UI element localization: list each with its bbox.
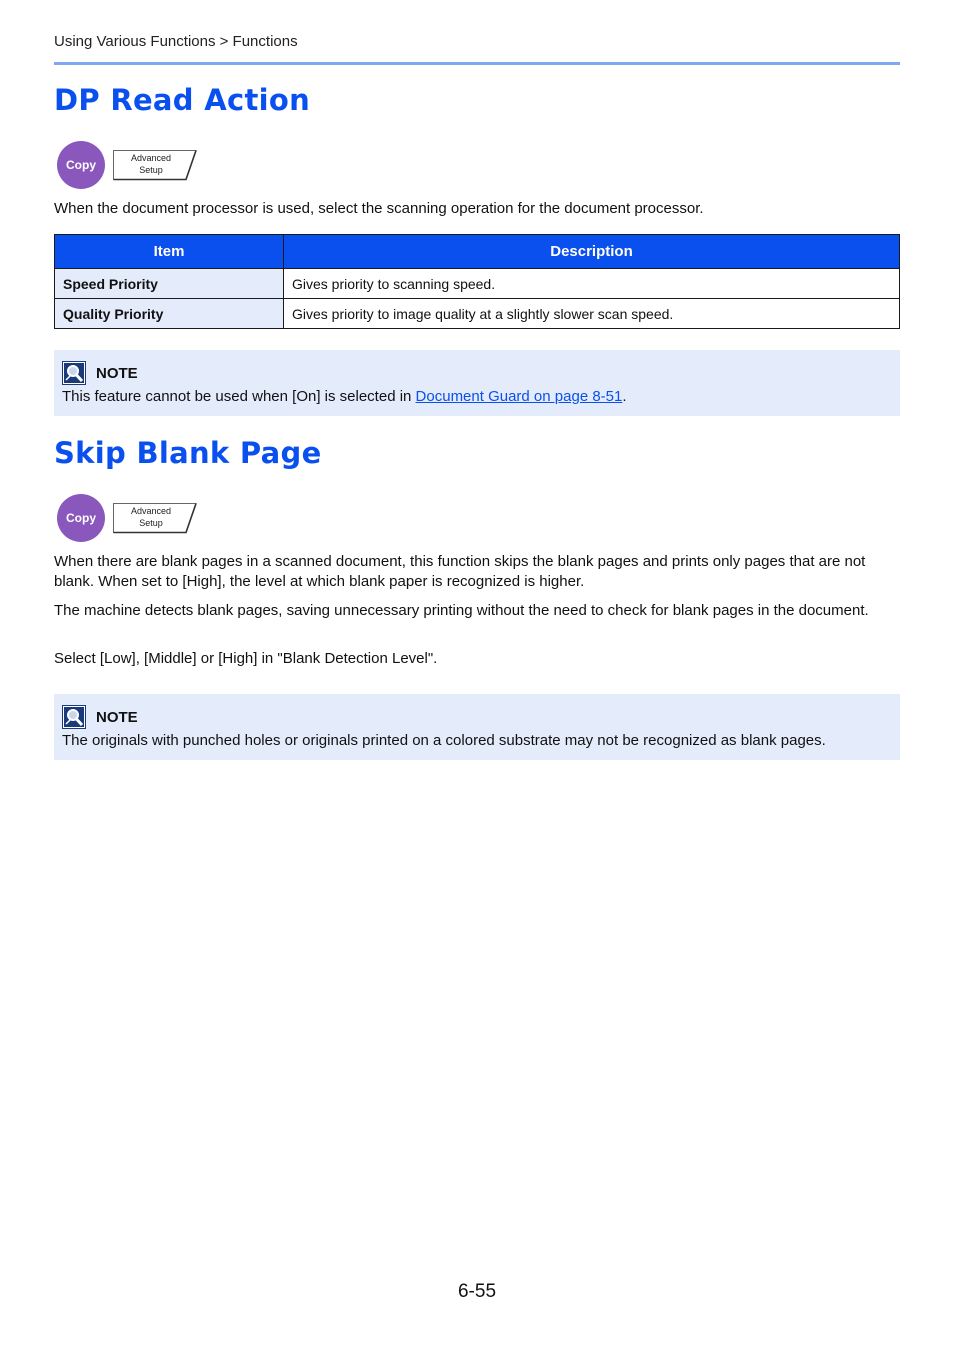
skip-blank-paragraph-2: The machine detects blank pages, saving unnecessary printing without the need to check for blank pages in the document. <box>54 602 869 619</box>
document-guard-link[interactable]: Document Guard on page 8-51 <box>415 388 623 405</box>
page-number: 6-55 <box>457 1281 497 1302</box>
note-text <box>62 388 627 405</box>
skip-blank-paragraph-1: When there are blank pages in a scanned document, this function skips the blank pages and prints only pages that are not blank. When set to [High], the level at which blank paper is recognized is higher. <box>54 553 866 590</box>
table-row <box>55 269 900 299</box>
section-title-skip-blank-page: Skip Blank Page <box>54 436 322 470</box>
table-row <box>55 299 900 329</box>
note-text: The originals with punched holes or originals printed on a colored substrate may not be recognized as blank pages. <box>62 732 826 749</box>
note-text-before: This feature cannot be used when [On] is selected in <box>62 388 416 405</box>
note-magnifier-icon <box>62 705 86 729</box>
dp-read-options-table <box>54 234 900 329</box>
setup-label: Setup <box>139 165 163 175</box>
note-title: NOTE <box>96 708 138 726</box>
description-cell: Gives priority to image quality at a slightly slower scan speed. <box>284 299 900 329</box>
section-title-dp-read-action: DP Read Action <box>54 83 311 117</box>
setup-label: Setup <box>139 518 163 528</box>
advanced-label: Advanced <box>130 506 172 516</box>
description-cell: Gives priority to scanning speed. <box>284 269 900 299</box>
advanced-setup-tab <box>113 502 197 534</box>
note-box-dp-read <box>54 350 900 416</box>
item-cell: Speed Priority <box>55 269 284 299</box>
column-header-description: Description <box>284 235 900 269</box>
dp-read-intro: When the document processor is used, select the scanning operation for the document processor. <box>54 200 704 217</box>
mode-badges <box>57 141 207 191</box>
column-header-item: Item <box>55 235 284 269</box>
note-text-after: . <box>622 388 627 405</box>
note-box-skip-blank <box>54 694 900 760</box>
copy-badge: Copy <box>57 141 105 189</box>
advanced-setup-tab <box>113 149 197 181</box>
copy-badge: Copy <box>57 494 105 542</box>
breadcrumb: Using Various Functions > Functions <box>54 33 298 50</box>
note-title: NOTE <box>96 364 138 382</box>
mode-badges <box>57 494 207 544</box>
skip-blank-paragraph-3: Select [Low], [Middle] or [High] in "Blank Detection Level". <box>54 650 438 667</box>
advanced-label: Advanced <box>130 153 172 163</box>
note-magnifier-icon <box>62 361 86 385</box>
item-cell: Quality Priority <box>55 299 284 329</box>
header-rule <box>54 62 900 65</box>
